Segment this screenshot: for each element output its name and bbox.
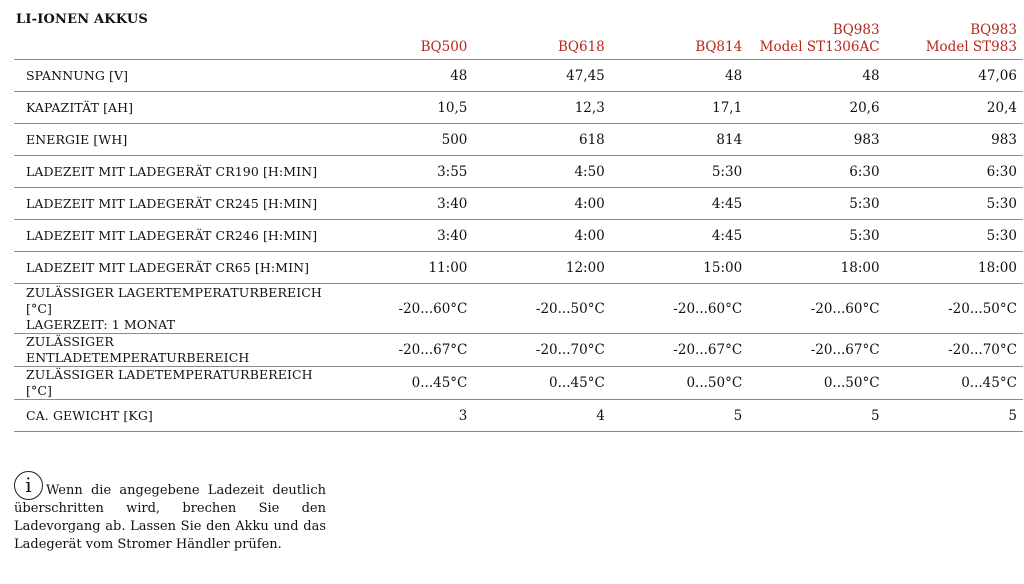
info-icon: i <box>14 471 43 500</box>
row-label-cell <box>14 367 336 400</box>
column-header <box>336 6 473 60</box>
table-cell: 5:30 <box>886 220 1023 252</box>
table-cell: 6:30 <box>748 156 885 188</box>
table-header-row <box>14 6 1023 60</box>
row-label: SPANNUNG [V] <box>26 67 129 83</box>
table-body <box>14 60 1023 432</box>
table-cell: 4:50 <box>473 156 610 188</box>
battery-spec-table <box>14 6 1023 432</box>
table-cell: 18:00 <box>748 252 885 284</box>
table-row <box>14 124 1023 156</box>
column-header <box>748 6 885 60</box>
table-cell: -20...67°C <box>611 334 748 367</box>
table-cell: 15:00 <box>611 252 748 284</box>
row-label-cell <box>14 220 336 252</box>
row-label: LADEZEIT MIT LADEGERÄT CR246 [H:MIN] <box>26 227 318 243</box>
table-cell: 18:00 <box>886 252 1023 284</box>
table-cell: 983 <box>886 124 1023 156</box>
table-cell: -20...50°C <box>473 284 610 334</box>
row-label: LADEZEIT MIT LADEGERÄT CR65 [H:MIN] <box>26 259 310 275</box>
table-cell: 0...50°C <box>611 367 748 400</box>
row-label-cell <box>14 124 336 156</box>
table-cell: 20,4 <box>886 92 1023 124</box>
row-label-cell <box>14 188 336 220</box>
table-row <box>14 156 1023 188</box>
table-cell: 4 <box>473 400 610 432</box>
table-cell: 500 <box>336 124 473 156</box>
table-cell: 12,3 <box>473 92 610 124</box>
row-label: ZULÄSSIGER ENTLADETEMPERATURBEREICH <box>26 334 250 365</box>
table-row <box>14 220 1023 252</box>
table-cell: -20...60°C <box>611 284 748 334</box>
table-cell: 17,1 <box>611 92 748 124</box>
table-cell: 5:30 <box>886 188 1023 220</box>
battery-spec-table-container <box>14 6 1017 432</box>
column-header-line1: BQ983 <box>832 22 880 38</box>
table-cell: 20,6 <box>748 92 885 124</box>
table-cell: 983 <box>748 124 885 156</box>
table-cell: -20...60°C <box>748 284 885 334</box>
column-header <box>611 6 748 60</box>
table-cell: 48 <box>611 60 748 92</box>
table-row <box>14 60 1023 92</box>
table-cell: 0...45°C <box>336 367 473 400</box>
row-sublabel: LAGERZEIT: 1 MONAT <box>26 316 176 332</box>
table-cell: 5 <box>611 400 748 432</box>
row-label-cell <box>14 334 336 367</box>
info-note-text: Wenn die angegebene Ladezeit deutlich überschritten wird, brechen Sie den Ladevorgang ab. Lassen Sie den Akku und das Ladegerät vom Stromer Händler prüfen. <box>14 483 326 552</box>
column-header-line1: BQ983 <box>970 22 1017 38</box>
table-row <box>14 367 1023 400</box>
table-row <box>14 92 1023 124</box>
table-row <box>14 284 1023 334</box>
table-cell: 11:00 <box>336 252 473 284</box>
table-cell: 48 <box>336 60 473 92</box>
row-label-cell <box>14 400 336 432</box>
column-header <box>473 6 610 60</box>
column-header-line1: BQ618 <box>558 39 605 55</box>
table-cell: -20...60°C <box>336 284 473 334</box>
row-label: CA. GEWICHT [KG] <box>26 407 153 423</box>
table-cell: -20...70°C <box>473 334 610 367</box>
table-row <box>14 334 1023 367</box>
column-header-line1: BQ814 <box>695 39 743 55</box>
info-note <box>14 473 326 554</box>
table-cell: 4:45 <box>611 188 748 220</box>
table-cell: -20...67°C <box>336 334 473 367</box>
table-row <box>14 188 1023 220</box>
table-cell: 3:40 <box>336 188 473 220</box>
table-cell: 0...50°C <box>748 367 885 400</box>
row-label-cell <box>14 284 336 334</box>
table-cell: 48 <box>748 60 885 92</box>
table-cell: -20...50°C <box>886 284 1023 334</box>
table-cell: 3 <box>336 400 473 432</box>
column-header-line2: Model ST983 <box>925 39 1017 55</box>
table-cell: 47,45 <box>473 60 610 92</box>
table-cell: -20...70°C <box>886 334 1023 367</box>
row-label: KAPAZITÄT [AH] <box>26 99 134 115</box>
row-label: ZULÄSSIGER LAGERTEMPERATURBEREICH [°C] <box>26 284 322 316</box>
row-label: ENERGIE [WH] <box>26 131 128 147</box>
row-label: LADEZEIT MIT LADEGERÄT CR245 [H:MIN] <box>26 195 318 211</box>
table-row <box>14 252 1023 284</box>
row-label-cell <box>14 60 336 92</box>
table-cell: 4:00 <box>473 188 610 220</box>
table-cell: 4:45 <box>611 220 748 252</box>
row-label-cell <box>14 92 336 124</box>
column-header <box>886 6 1023 60</box>
table-cell: 0...45°C <box>473 367 610 400</box>
table-cell: -20...67°C <box>748 334 885 367</box>
row-label: ZULÄSSIGER LADETEMPERATURBEREICH [°C] <box>26 367 313 398</box>
table-cell: 618 <box>473 124 610 156</box>
table-cell: 3:55 <box>336 156 473 188</box>
table-cell: 0...45°C <box>886 367 1023 400</box>
column-header-line1: BQ500 <box>420 39 468 55</box>
table-title: LI-IONEN AKKUS <box>14 6 336 60</box>
table-cell: 3:40 <box>336 220 473 252</box>
table-cell: 4:00 <box>473 220 610 252</box>
table-cell: 5:30 <box>748 188 885 220</box>
table-cell: 5 <box>886 400 1023 432</box>
table-cell: 814 <box>611 124 748 156</box>
row-label-cell <box>14 252 336 284</box>
table-row <box>14 400 1023 432</box>
table-cell: 6:30 <box>886 156 1023 188</box>
table-cell: 5:30 <box>611 156 748 188</box>
table-cell: 5:30 <box>748 220 885 252</box>
row-label-cell <box>14 156 336 188</box>
table-cell: 10,5 <box>336 92 473 124</box>
table-cell: 12:00 <box>473 252 610 284</box>
table-cell: 47,06 <box>886 60 1023 92</box>
table-cell: 5 <box>748 400 885 432</box>
column-header-line2: Model ST1306AC <box>759 39 880 55</box>
row-label: LADEZEIT MIT LADEGERÄT CR190 [H:MIN] <box>26 163 318 179</box>
